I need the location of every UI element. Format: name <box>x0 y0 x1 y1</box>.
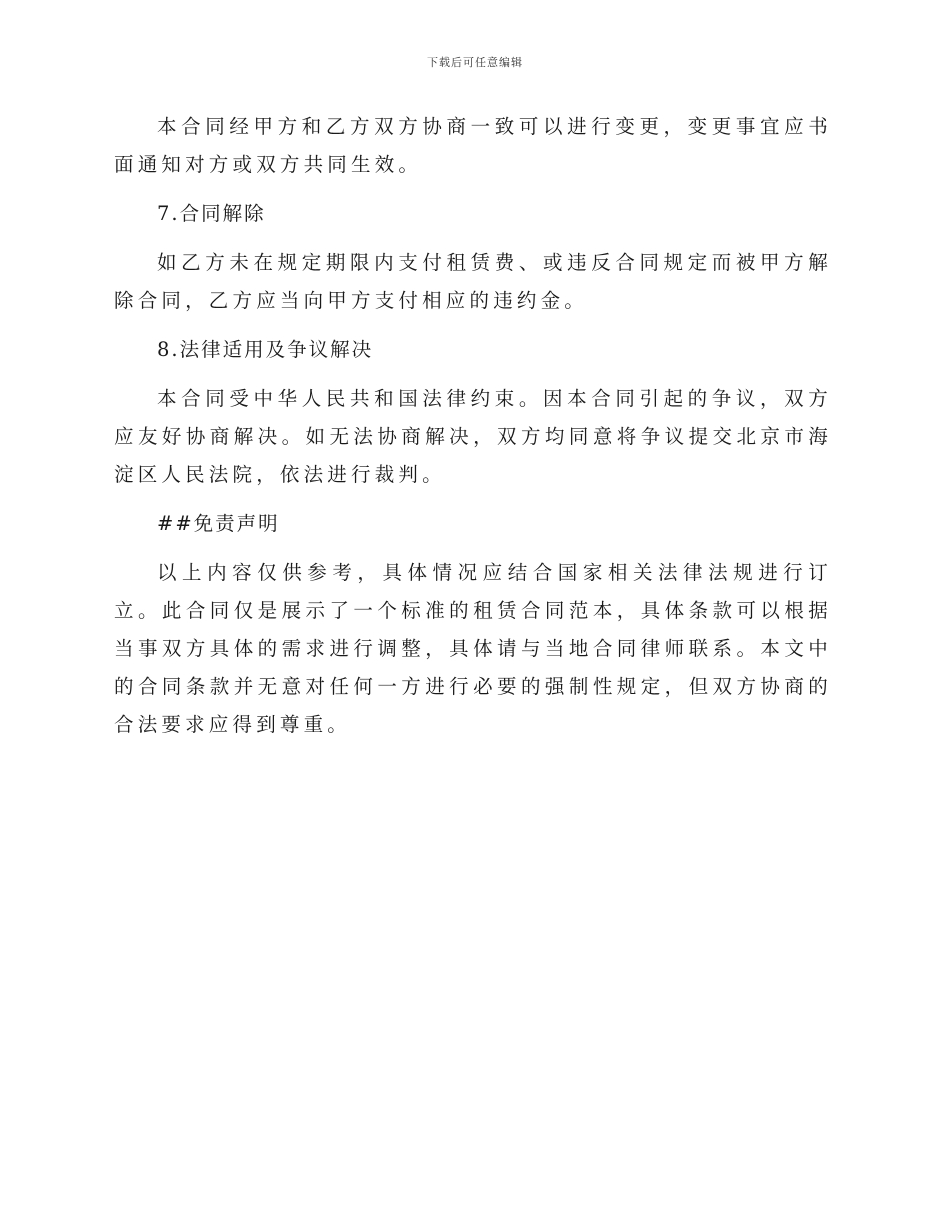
paragraph-termination: 如乙方未在规定期限内支付租赁费、或违反合同规定而被甲方解除合同，乙方应当向甲方支付相应的违约金。 <box>114 251 832 312</box>
page-header: 下载后可任意编辑 <box>427 56 523 69</box>
paragraph-disclaimer: 以上内容仅供参考，具体情况应结合国家相关法律法规进行订立。此合同仅是展示了一个标准的租赁合同范本，具体条款可以根据当事双方具体的需求进行调整，具体请与当地合同律师联系。本文中的合同条款并无意对任何一方进行必要的强制性规定，但双方协商的合法要求应得到尊重。 <box>114 561 832 736</box>
document-body <box>114 108 832 755</box>
section-heading-law-disputes: 8.法律适用及争议解决 <box>157 338 374 361</box>
section-heading-termination: 7.合同解除 <box>157 202 266 225</box>
paragraph-law-disputes: 本合同受中华人民共和国法律约束。因本合同引起的争议，双方应友好协商解决。如无法协商解决，双方均同意将争议提交北京市海淀区人民法院，依法进行裁判。 <box>114 387 832 486</box>
section-heading-disclaimer: ##免责声明 <box>157 512 280 535</box>
paragraph-contract-change: 本合同经甲方和乙方双方协商一致可以进行变更，变更事宜应书面通知对方或双方共同生效。 <box>114 115 832 176</box>
